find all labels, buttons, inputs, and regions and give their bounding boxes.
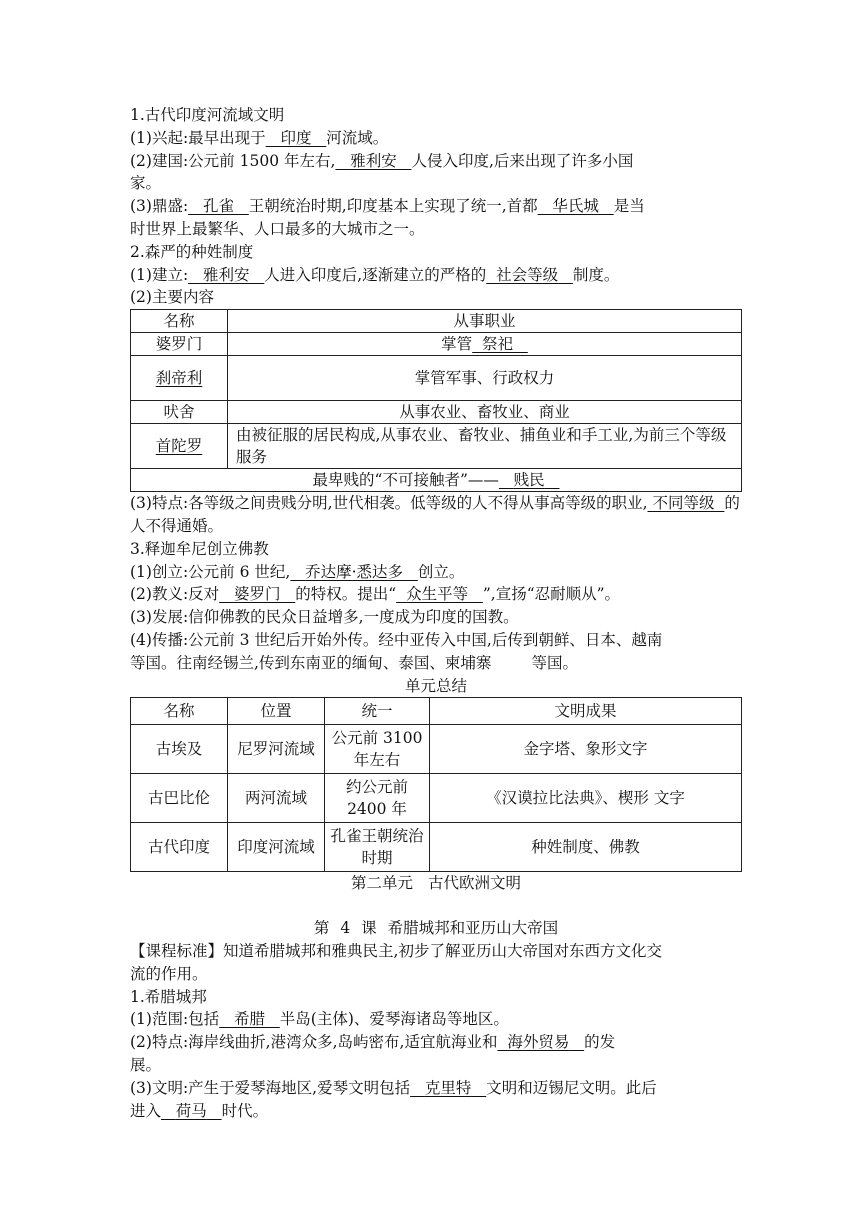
- answer-blank: 华氏城: [552, 197, 599, 216]
- table-footer: 最卑贱的“不可接触者”—— 贱民: [131, 469, 742, 492]
- civ-name: 古代印度: [131, 823, 228, 872]
- paragraph: (2)特点:海岸线曲折,港湾众多,岛屿密布,适宜航海业和 海外贸易 的发: [130, 1033, 616, 1052]
- caste-job: 从事农业、畜牧业、商业: [228, 401, 742, 424]
- paragraph: (2)主要内容: [130, 288, 214, 307]
- paragraph: (1)兴起:最早出现于 印度 河流域。: [130, 128, 389, 147]
- paragraph: (3)鼎盛: 孔雀 王朝统治时期,印度基本上实现了统一,首都 华氏城 是当: [130, 197, 645, 216]
- summary-title: 单元总结: [404, 676, 467, 695]
- paragraph: (3)文明:产生于爱琴海地区,爱琴文明包括 克里特 文明和迈锡尼文明。此后: [130, 1078, 657, 1097]
- paragraph-cont: 流的作用。: [130, 964, 208, 983]
- caste-name: 首陀罗: [131, 424, 228, 469]
- paragraph: (1)建立: 雅利安 人进入印度后,逐渐建立的严格的 社会等级 制度。: [130, 265, 620, 284]
- table-header: 从事职业: [228, 310, 742, 333]
- table-footer-row: [131, 469, 742, 492]
- table-header-row: [131, 698, 742, 725]
- civ-name: 古埃及: [131, 725, 228, 774]
- paragraph-cont: 时世界上最繁华、人口最多的大城市之一。: [130, 219, 425, 238]
- caste-name: 吠舍: [131, 401, 228, 424]
- answer-blank: 克里特: [424, 1078, 472, 1097]
- answer-blank: 众生平等: [406, 585, 469, 604]
- civ-result: 《汉谟拉比法典》、楔形 文字: [430, 774, 742, 823]
- table-row: [131, 401, 742, 424]
- civ-unify: 约公元前 2400 年: [325, 774, 430, 823]
- table-header: 统一: [325, 698, 430, 725]
- course-standard: 【课程标准】知道希腊城邦和雅典民主,初步了解亚历山大帝国对东西方文化交: [130, 941, 662, 960]
- table-row: [131, 356, 742, 401]
- civ-unify: 孔雀王朝统治时期: [325, 823, 430, 872]
- caste-name: 刹帝利: [131, 356, 228, 401]
- caste-name: 婆罗门: [131, 333, 228, 356]
- civ-name: 古巴比伦: [131, 774, 228, 823]
- answer-blank: 乔达摩·悉达多: [305, 562, 404, 581]
- standard-label: 【课程标准】: [130, 941, 224, 960]
- unit-title: 第二单元 古代欧洲文明: [351, 874, 521, 893]
- caste-job: 掌管军事、行政权力: [228, 356, 742, 401]
- answer-blank: 社会等级: [496, 265, 559, 284]
- section-heading: 3.释迦牟尼创立佛教: [130, 539, 269, 558]
- table-row: [131, 424, 742, 469]
- civ-result: 种姓制度、佛教: [430, 823, 742, 872]
- table-header: 名称: [131, 310, 228, 333]
- paragraph: (3)发展:信仰佛教的民众日益增多,一度成为印度的国教。: [130, 608, 519, 627]
- answer-blank: 希腊: [233, 1010, 265, 1029]
- answer-blank: 孔雀: [202, 197, 234, 216]
- section-heading: 1.古代印度河流域文明: [130, 106, 285, 124]
- summary-table: [130, 697, 742, 872]
- paragraph-cont: 家。: [130, 174, 162, 193]
- table-row: [131, 823, 742, 872]
- paragraph: (1)创立:公元前 6 世纪, 乔达摩·悉达多 创立。: [130, 562, 465, 581]
- table-row: [131, 333, 742, 356]
- lesson-title: 第 4 课 希腊城邦和亚历山大帝国: [313, 919, 559, 938]
- paragraph-cont: 等国。往南经锡兰,传到东南亚的缅甸、泰国、柬埔寨 等国。: [130, 653, 578, 672]
- paragraph: (2)教义:反对 婆罗门 的特权。提出“ 众生平等 ”,宣扬“忍耐顺从”。: [130, 585, 621, 604]
- civ-unify: 公元前 3100 年左右: [325, 725, 430, 774]
- civ-location: 尼罗河流域: [228, 725, 325, 774]
- answer-blank: 海外贸易: [507, 1033, 570, 1052]
- answer-blank: 雅利安: [350, 151, 397, 170]
- civ-result: 金字塔、象形文字: [430, 725, 742, 774]
- caste-job: 掌管 祭祀: [228, 333, 742, 356]
- section-heading: 1.希腊城邦: [130, 987, 207, 1006]
- table-row: [131, 725, 742, 774]
- caste-table: [130, 309, 742, 492]
- answer-blank: 贱民: [513, 471, 545, 490]
- answer-blank: 不同等级: [652, 494, 715, 513]
- document-page: [130, 104, 742, 1122]
- table-header: 文明成果: [430, 698, 742, 725]
- table-header: 位置: [228, 698, 325, 725]
- answer-blank: 荷马: [175, 1101, 207, 1120]
- answer-blank: 雅利安: [202, 265, 250, 284]
- table-header: 名称: [131, 698, 228, 725]
- paragraph: (3)特点:各等级之间贵贱分明,世代相袭。低等级的人不得从事高等级的职业, 不同等级 的人不得通婚。: [130, 494, 740, 535]
- civ-location: 两河流域: [228, 774, 325, 823]
- civ-location: 印度河流域: [228, 823, 325, 872]
- section-heading: 2.森严的种姓制度: [130, 242, 254, 261]
- answer-blank: 婆罗门: [233, 585, 281, 604]
- paragraph: (4)传播:公元前 3 世纪后开始外传。经中亚传入中国,后传到朝鲜、日本、越南: [130, 630, 663, 649]
- table-header-row: [131, 310, 742, 333]
- paragraph: (2)建国:公元前 1500 年左右, 雅利安 人侵入印度,后来出现了许多小国: [130, 151, 634, 170]
- paragraph: (1)范围:包括 希腊 半岛(主体)、爱琴海诸岛等地区。: [130, 1010, 509, 1029]
- answer-blank: 祭祀: [482, 335, 514, 354]
- answer-blank: 印度: [280, 128, 312, 147]
- paragraph-cont: 进入 荷马 时代。: [130, 1101, 269, 1120]
- table-row: [131, 774, 742, 823]
- caste-job: 由被征服的居民构成,从事农业、畜牧业、捕鱼业和手工业,为前三个等级服务: [228, 424, 742, 469]
- paragraph-cont: 展。: [130, 1055, 162, 1074]
